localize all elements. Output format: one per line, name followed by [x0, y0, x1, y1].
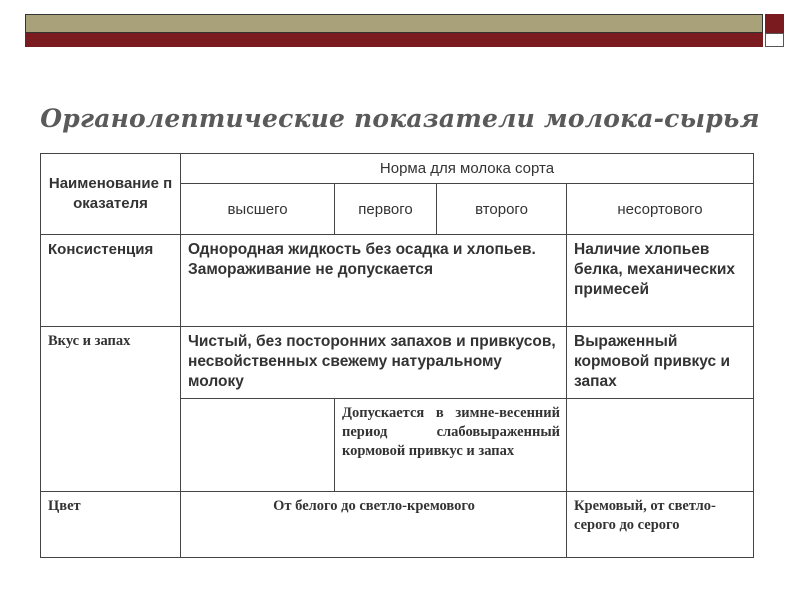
color-norm: От белого до светло-кремового: [181, 492, 567, 558]
taste-norm: Чистый, без посторонних запахов и привкусов, несвойственных свежему натуральному молоку: [181, 327, 567, 399]
table-row: [41, 327, 754, 399]
taste-nonstandard: Выраженный кормовой привкус и запах: [567, 327, 754, 399]
header-bar-olive: [25, 14, 763, 33]
header-indicator-name: Наименование показателя: [41, 154, 181, 235]
header-grade-nonstandard: несортового: [567, 184, 754, 235]
page-title: Органолептические показатели молока-сырья: [40, 104, 760, 133]
taste-empty-highest: [181, 399, 335, 492]
row-label-consistency: Консистенция: [41, 235, 181, 327]
row-label-taste: Вкус и запах: [41, 327, 181, 492]
header-grade-second: второго: [437, 184, 567, 235]
row-label-color: Цвет: [41, 492, 181, 558]
header-bar-maroon: [25, 33, 763, 47]
consistency-nonstandard: Наличие хлопьев белка, механических примесей: [567, 235, 754, 327]
taste-empty-nonstandard: [567, 399, 754, 492]
header-grade-highest: высшего: [181, 184, 335, 235]
header-grade-first: первого: [335, 184, 437, 235]
header-norm-group: Норма для молока сорта: [181, 154, 754, 184]
table-header-row: [41, 154, 754, 184]
table-row: [41, 235, 754, 327]
header-square-maroon: [765, 14, 784, 33]
color-nonstandard: Кремовый, от светло-серого до серого: [567, 492, 754, 558]
taste-second-grade-note: Допускается в зимне-весенний период слабовыраженный кормовой привкус и запах: [335, 399, 567, 492]
consistency-norm: Однородная жидкость без осадка и хлопьев. Замораживание не допускается: [181, 235, 567, 327]
header-square-white: [765, 33, 784, 47]
table-row: [41, 492, 754, 558]
indicators-table: [40, 153, 754, 558]
